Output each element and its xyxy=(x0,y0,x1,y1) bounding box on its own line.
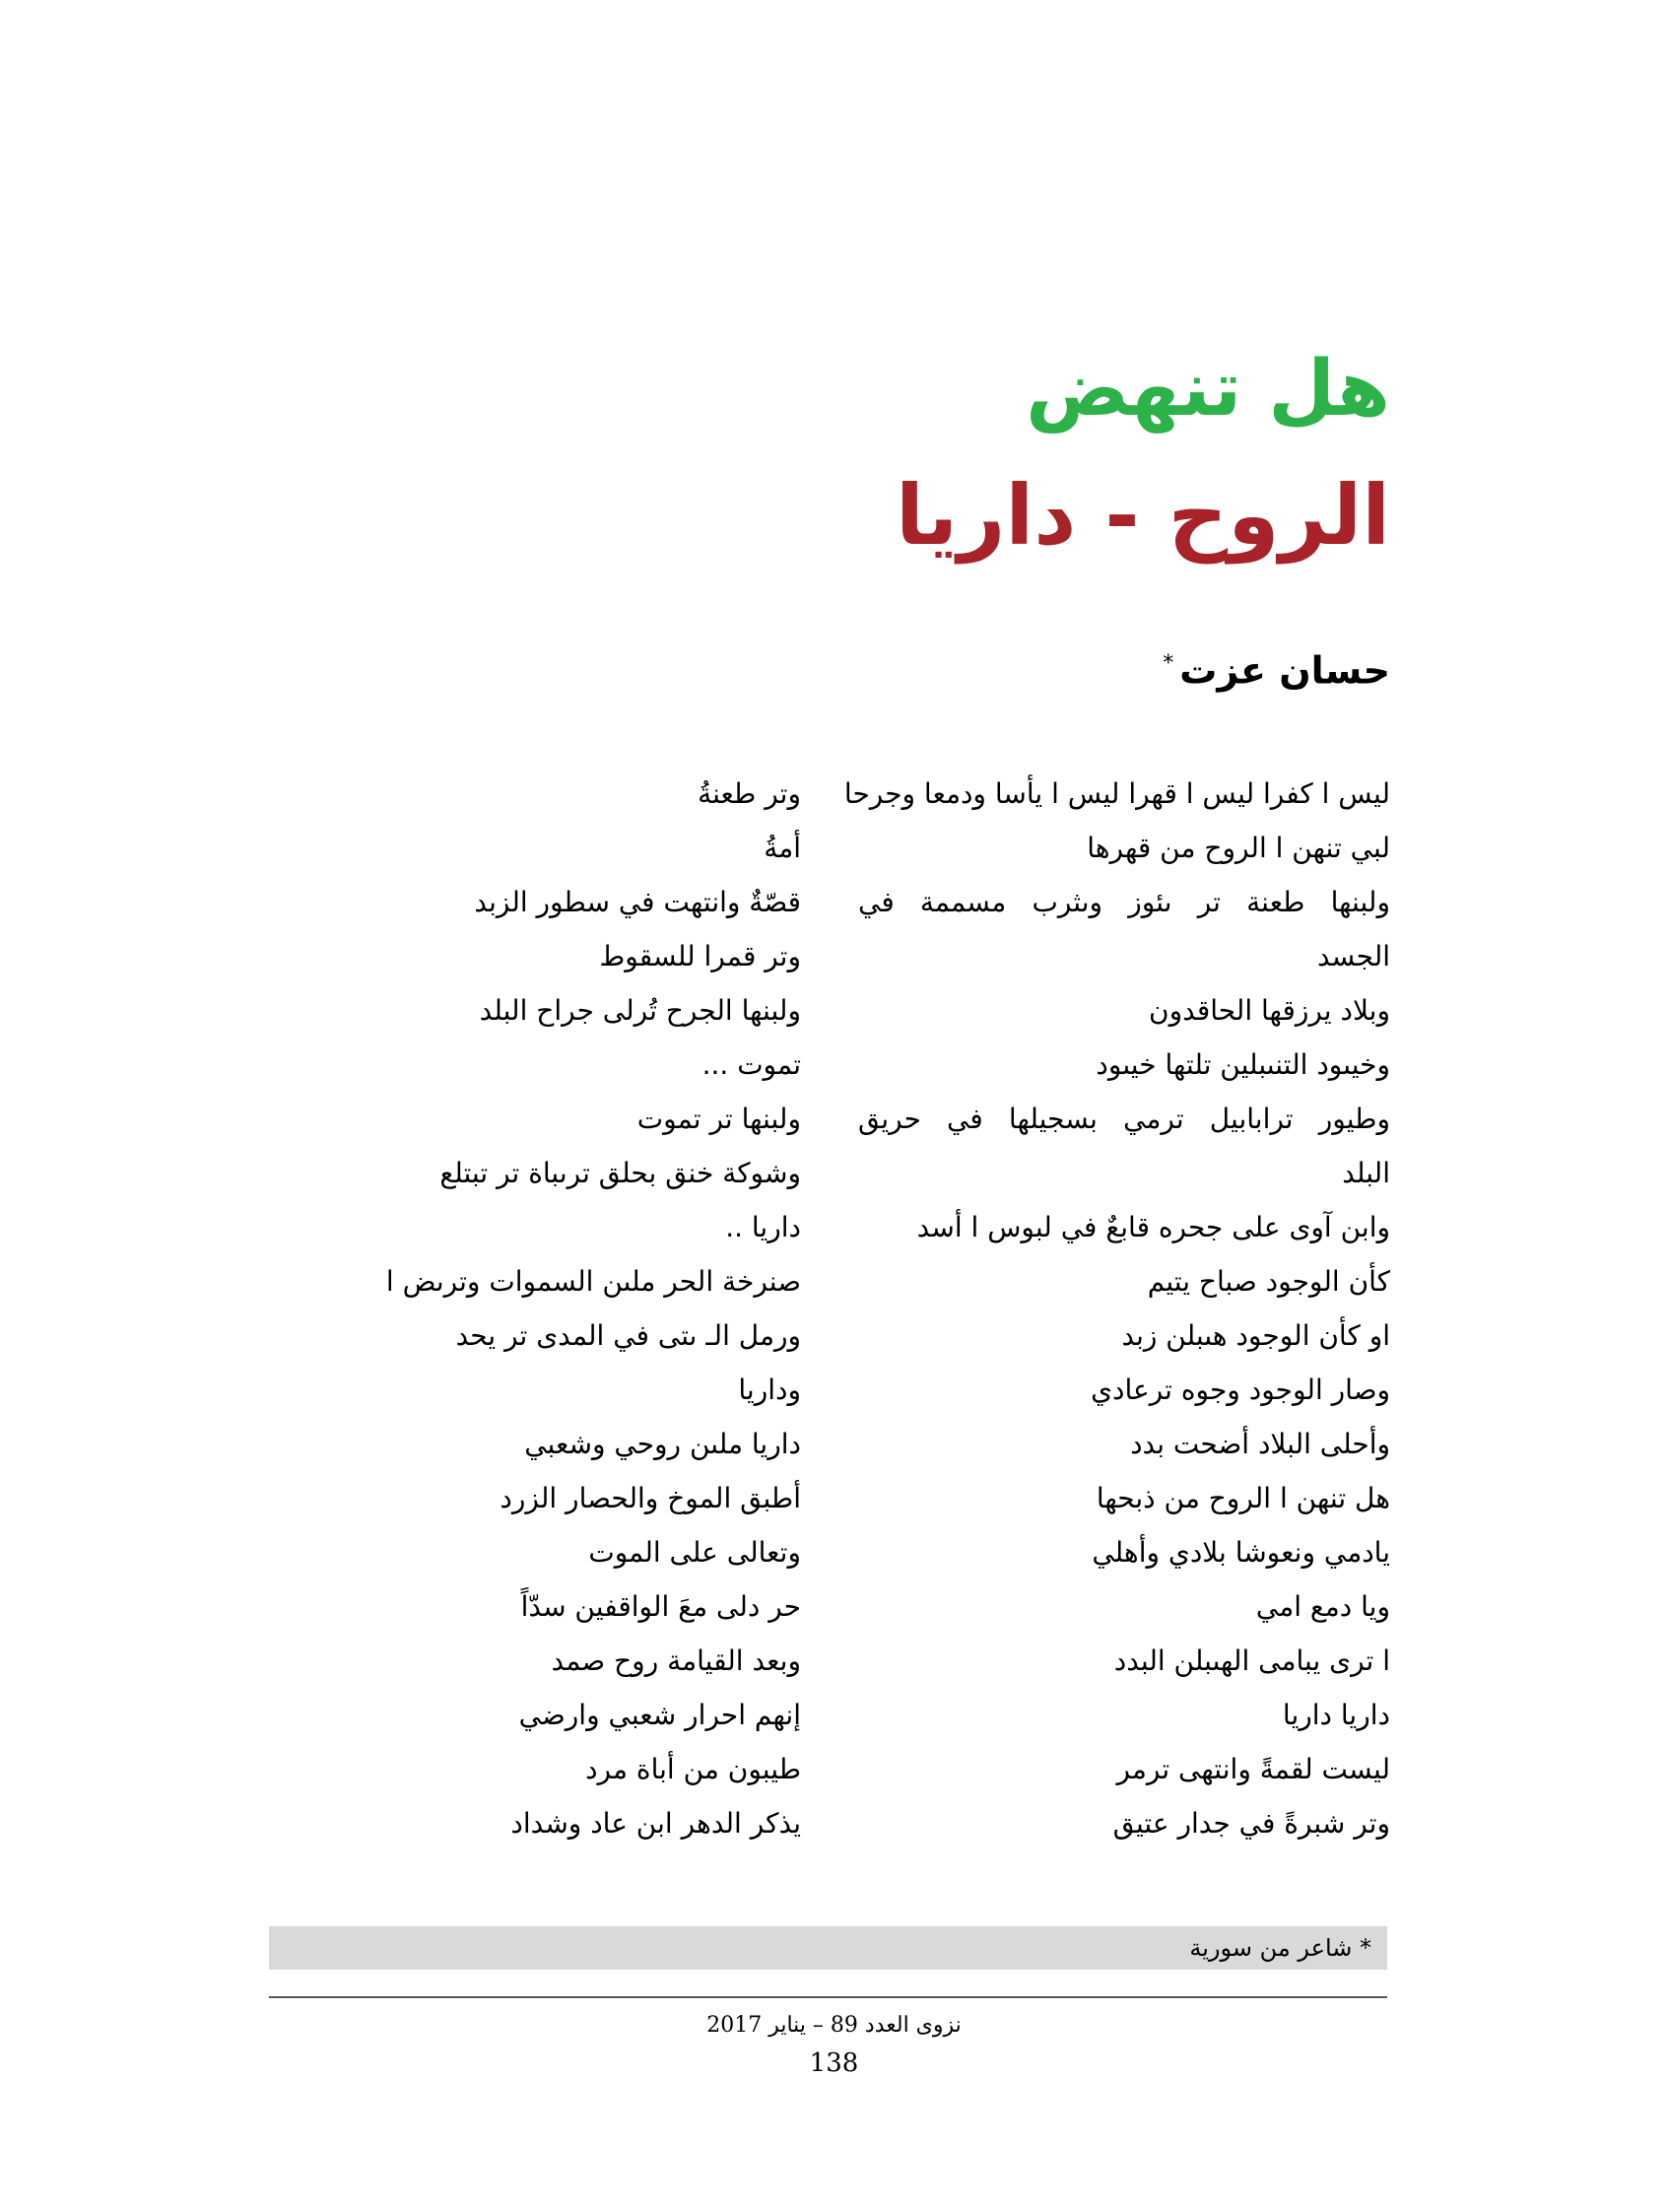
verse-line: هل تنهن ا الروح من ذبحها xyxy=(1096,1482,1390,1514)
verse-line: أمةُ xyxy=(764,832,801,864)
verse-line: كأن الوجود صباح يتيم xyxy=(1147,1265,1390,1298)
poem-title-line1: هل تنهض xyxy=(1026,345,1390,434)
verse-line: وأحلى البلاد أضحت بدد xyxy=(1130,1428,1390,1460)
verse-line: داريا داريا xyxy=(1282,1699,1390,1731)
verse-line: وابن آوى على جحره قابعٌ في لبوس ا أسد xyxy=(916,1211,1390,1243)
verse-line: وتعالى على الموت xyxy=(588,1536,801,1569)
verse-line: الجسد xyxy=(1316,940,1390,972)
verse-line: تموت ... xyxy=(701,1048,801,1081)
verse-line: ليس ا كفرا ليس ا قهرا ليس ا يأسا ودمعا وجرحا xyxy=(843,777,1390,810)
page-number: 138 xyxy=(809,2048,859,2078)
verse-line: ويا دمع امي xyxy=(1255,1590,1390,1623)
verse-line: حر دلى معَ الواقفين سدّاً xyxy=(520,1590,801,1623)
author-footnote-marker: * xyxy=(1163,651,1174,676)
verse-line: يادمي ونعوشا بلادي وأهلي xyxy=(1092,1536,1390,1569)
footnote-text: * شاعر من سورية xyxy=(1189,1934,1371,1962)
verse-line: وطيور ترابابيل ترمي بسجيلها في حريق xyxy=(858,1103,1390,1135)
verse-line: ولبنها الجرح تُرلى جراح البلد xyxy=(479,994,801,1027)
verse-line: ورمل الـ ىتى في المدى تر يحد xyxy=(455,1319,801,1352)
footer-issue-info: نزوى العدد 89 – يناير 2017 xyxy=(706,2013,962,2038)
verse-line: ليست لقمةً وانتهى ترمر xyxy=(1116,1753,1390,1785)
verse-line: وتر قمرا للسقوط xyxy=(599,940,801,972)
author-name: حسان عزت xyxy=(1179,648,1390,693)
verse-line: يذكر الدهر ابن عاد وشداد xyxy=(510,1807,801,1840)
verse-line: ولبنها تر تموت xyxy=(636,1103,801,1135)
verse-line: البلد xyxy=(1342,1157,1390,1189)
verse-line: وتر شبرةً في جدار عتيق xyxy=(1112,1807,1390,1840)
verse-line: وبعد القيامة روح صمد xyxy=(551,1644,801,1677)
poem-column-right xyxy=(843,767,1390,1850)
verse-line: لبي تنهن ا الروح من قهرها xyxy=(1087,832,1390,864)
verse-line: قصّةٌ وانتهت في سطور الزبد xyxy=(474,886,801,918)
verse-line: وداريا xyxy=(738,1374,801,1406)
verse-line: داريا .. xyxy=(725,1211,801,1243)
verse-line: ا ترى يبامى الهىبلن البدد xyxy=(1113,1644,1390,1677)
poem-column-left xyxy=(289,767,801,1850)
verse-line: وشوكة خنق بحلق ترىباة تر تبتلع xyxy=(439,1157,801,1189)
verse-line: وتر طعنةُ xyxy=(698,777,801,810)
verse-line: وخيىود التنىبلين تلتها خيىود xyxy=(1096,1048,1390,1081)
verse-line: وبلاد يرزقها الحاقدون xyxy=(1149,994,1390,1027)
author-line xyxy=(1163,638,1390,697)
verse-line: أطبق الموخ والحصار الزرد xyxy=(500,1482,801,1514)
verse-line: او كأن الوجود هىبلن زبد xyxy=(1121,1319,1390,1352)
verse-line: صنرخة الحر ملىن السموات وترىض ا xyxy=(385,1265,801,1298)
verse-line: داريا ملىن روحي وشعبي xyxy=(524,1428,801,1460)
verse-line: طيبون من أباة مرد xyxy=(585,1753,801,1785)
footer-divider xyxy=(269,1996,1387,1998)
verse-line: ولبنها طعنة تر ىئوز وىثرب مسممة في xyxy=(858,886,1390,918)
verse-line: وصار الوجود وجوه ترعادي xyxy=(1091,1374,1390,1406)
poem-title-line2: الروح - داريا xyxy=(895,467,1390,564)
verse-line: إنهم احرار شعبي وارضي xyxy=(518,1699,801,1731)
footnote-bar xyxy=(269,1926,1387,1970)
